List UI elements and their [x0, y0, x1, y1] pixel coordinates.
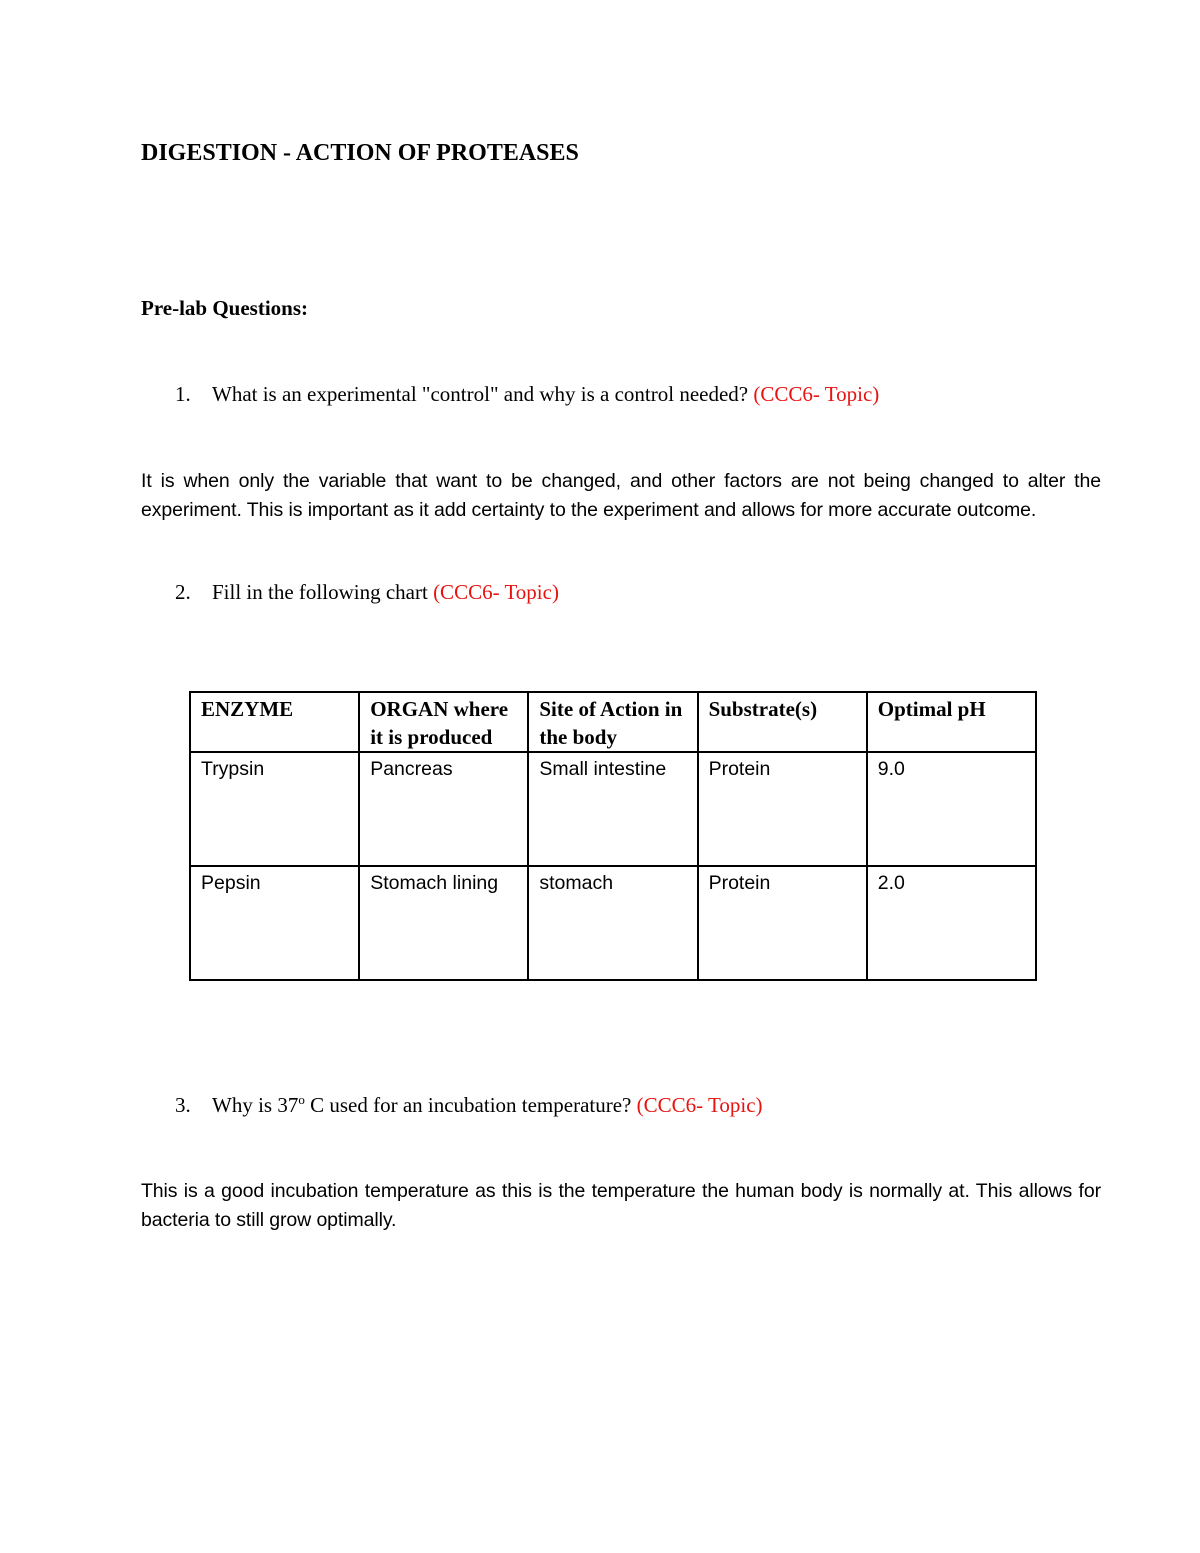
document-title: DIGESTION - ACTION OF PROTEASES [141, 140, 579, 166]
topic-tag: (CCC6- Topic) [433, 580, 559, 604]
table-header-row [190, 692, 1036, 752]
section-heading: Pre-lab Questions: [141, 296, 309, 320]
table-cell: 2.0 [867, 866, 1036, 980]
question-text-start: Why is 37 [212, 1093, 299, 1117]
question-text-end: C used for an incubation temperature? [304, 1093, 632, 1117]
table-cell: Trypsin [190, 752, 359, 866]
question-3 [175, 1092, 763, 1118]
column-header: ENZYME [190, 692, 359, 752]
column-header: Optimal pH [867, 692, 1036, 752]
table-row [190, 866, 1036, 980]
column-header: Substrate(s) [698, 692, 867, 752]
question-text: What is an experimental "control" and why is a control needed? [212, 382, 749, 406]
table-cell: Protein [698, 752, 867, 866]
table-cell: stomach [528, 866, 697, 980]
degree-symbol: o [298, 1092, 305, 1107]
topic-tag: (CCC6- Topic) [753, 382, 880, 406]
table-row [190, 752, 1036, 866]
table-cell: Stomach lining [359, 866, 528, 980]
table-cell: Pepsin [190, 866, 359, 980]
question-text: Fill in the following chart [212, 580, 428, 604]
answer-1: It is when only the variable that want to be changed, and other factors are not being changed to alter the experiment. This is important as it add certainty to the experiment and allows for more accurate outcome. [141, 470, 1101, 521]
column-header: ORGAN where it is produced [359, 692, 528, 752]
table-cell: Pancreas [359, 752, 528, 866]
question-1 [175, 382, 879, 407]
table-cell: 9.0 [867, 752, 1036, 866]
table-cell: Small intestine [528, 752, 697, 866]
question-number: 2. [175, 580, 191, 604]
question-number: 1. [175, 382, 191, 406]
answer-3: This is a good incubation temperature as this is the temperature the human body is normally at. This allows for bacteria to still grow optimally. [141, 1180, 1101, 1231]
column-header: Site of Action in the body [528, 692, 697, 752]
question-number: 3. [175, 1093, 191, 1117]
enzyme-chart [189, 691, 1037, 981]
table-cell: Protein [698, 866, 867, 980]
question-2 [175, 580, 559, 605]
topic-tag: (CCC6- Topic) [636, 1093, 763, 1117]
